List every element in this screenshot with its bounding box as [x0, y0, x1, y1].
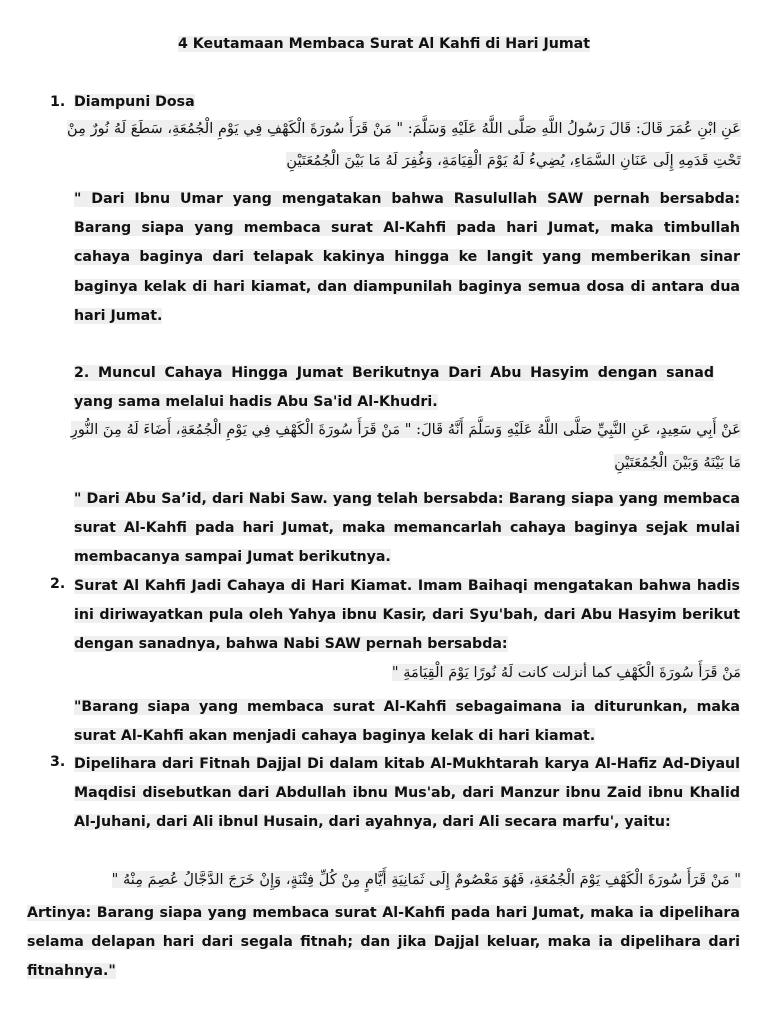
section-2-heading: 2. Muncul Cahaya Hingga Jumat Berikutnya Dari Abu Hasyim dengan sanad yang sama melalui hadis Abu Sa'id Al-Khudri.	[74, 365, 714, 411]
section-3-translation: "Barang siapa yang membaca surat Al-Kahfi sebagaimana ia diturunkan, maka surat Al-Kahfi akan menjadi cahaya baginya kelak di hari kiamat.	[74, 699, 740, 745]
section-3-arabic: مَنْ قَرَأَ سُورَةَ الْكَهْفِ كما أنزلت كانت لَهُ نُورًا يَوْمَ الْقِيَامَةِ "	[391, 664, 741, 681]
section-1-arabic-line-2: تَحْتِ قَدَمِهِ إِلَى عَنَانِ السَّمَاءِ، يُضِيءُ لَهُ يَوْمَ الْقِيَامَةِ، وَغُفِرَ لَهُ مَا بَيْنَ الْجُمُعَتَيْنِ	[286, 152, 741, 169]
list-number-2: 2.	[50, 576, 66, 592]
section-1-translation: " Dari Ibnu Umar yang mengatakan bahwa Rasulullah SAW pernah bersabda: Barang siapa yang membaca surat Al-Kahfi pada hari Jumat, maka timbullah cahaya baginya dari telapak kakinya hingga ke langit yang memberikan sinar baginya kelak di hari kiamat, dan diampunilah baginya semua dosa di antara dua hari Jumat.	[74, 191, 740, 324]
section-4-arabic: " مَنْ قَرَأَ سُورَةَ الْكَهْفِ يَوْمَ الْجُمُعَةِ، فَهُوَ مَعْصُومٌ إِلَى ثَمَانِيَةِ أَيَّامٍ مِنْ كُلِّ فِتْنَةٍ، وَإِنْ خَرَجَ الدَّجَّالُ عُصِمَ مِنْهُ "	[111, 871, 741, 888]
document-title: 4 Keutamaan Membaca Surat Al Kahfi di Hari Jumat	[177, 36, 591, 52]
section-2-translation: " Dari Abu Sa’id, dari Nabi Saw. yang telah bersabda: Barang siapa yang membaca surat Al-Kahfi pada hari Jumat, maka memancarlah cahaya baginya sejak mulai membacanya sampai Jumat berikutnya.	[74, 491, 740, 566]
section-2-arabic-line-1: عَنْ أَبِي سَعِيدٍ، عَنِ النَّبِيِّ صَلَّى اللَّهُ عَلَيْهِ وَسَلَّمَ أَنَّهُ قَالَ: " مَنْ قَرَأَ سُورَةَ الْكَهْفِ فِي يَوْمِ الْجُمُعَةِ، أَضَاءَ لَهُ مِنَ النُّورِ	[70, 421, 741, 438]
list-number-1: 1.	[50, 94, 66, 110]
section-1-arabic-line-1: عَنِ ابْنِ عُمَرَ قَالَ: قَالَ رَسُولُ اللَّهِ صَلَّى اللَّهُ عَلَيْهِ وَسَلَّمَ: " مَنْ قَرَأَ سُورَةَ الْكَهْفِ فِي يَوْمِ الْجُمُعَةِ، سَطَعَ لَهُ نُورٌ مِنْ	[67, 120, 741, 137]
section-4-text: Dipelihara dari Fitnah Dajjal Di dalam kitab Al-Mukhtarah karya Al-Hafiz Ad-Diyaul Maqdisi disebutkan dari Abdullah ibnu Mus'ab, dari Manzur ibnu Zaid ibnu Khalid Al-Juhani, dari Ali ibnul Husain, dari ayahnya, dari Ali secara marfu', yaitu:	[74, 756, 740, 831]
section-2-arabic-line-2: مَا بَيْنَهُ وَبَيْنَ الْجُمُعَتَيْنِ	[614, 454, 741, 471]
section-4-translation: Artinya: Barang siapa yang membaca surat Al-Kahfi pada hari Jumat, maka ia dipelihara selama delapan hari dari segala fitnah; dan jika Dajjal keluar, maka ia dipelihara dari fitnahnya."	[27, 905, 740, 980]
section-1-heading: Diampuni Dosa	[74, 94, 195, 110]
list-number-3: 3.	[50, 754, 66, 770]
section-3-text: Surat Al Kahfi Jadi Cahaya di Hari Kiamat. Imam Baihaqi mengatakan bahwa hadis ini diriwayatkan pula oleh Yahya ibnu Kasir, dari Syu'bah, dari Abu Hasyim berikut dengan sanadnya, bahwa Nabi SAW pernah bersabda:	[74, 578, 740, 653]
